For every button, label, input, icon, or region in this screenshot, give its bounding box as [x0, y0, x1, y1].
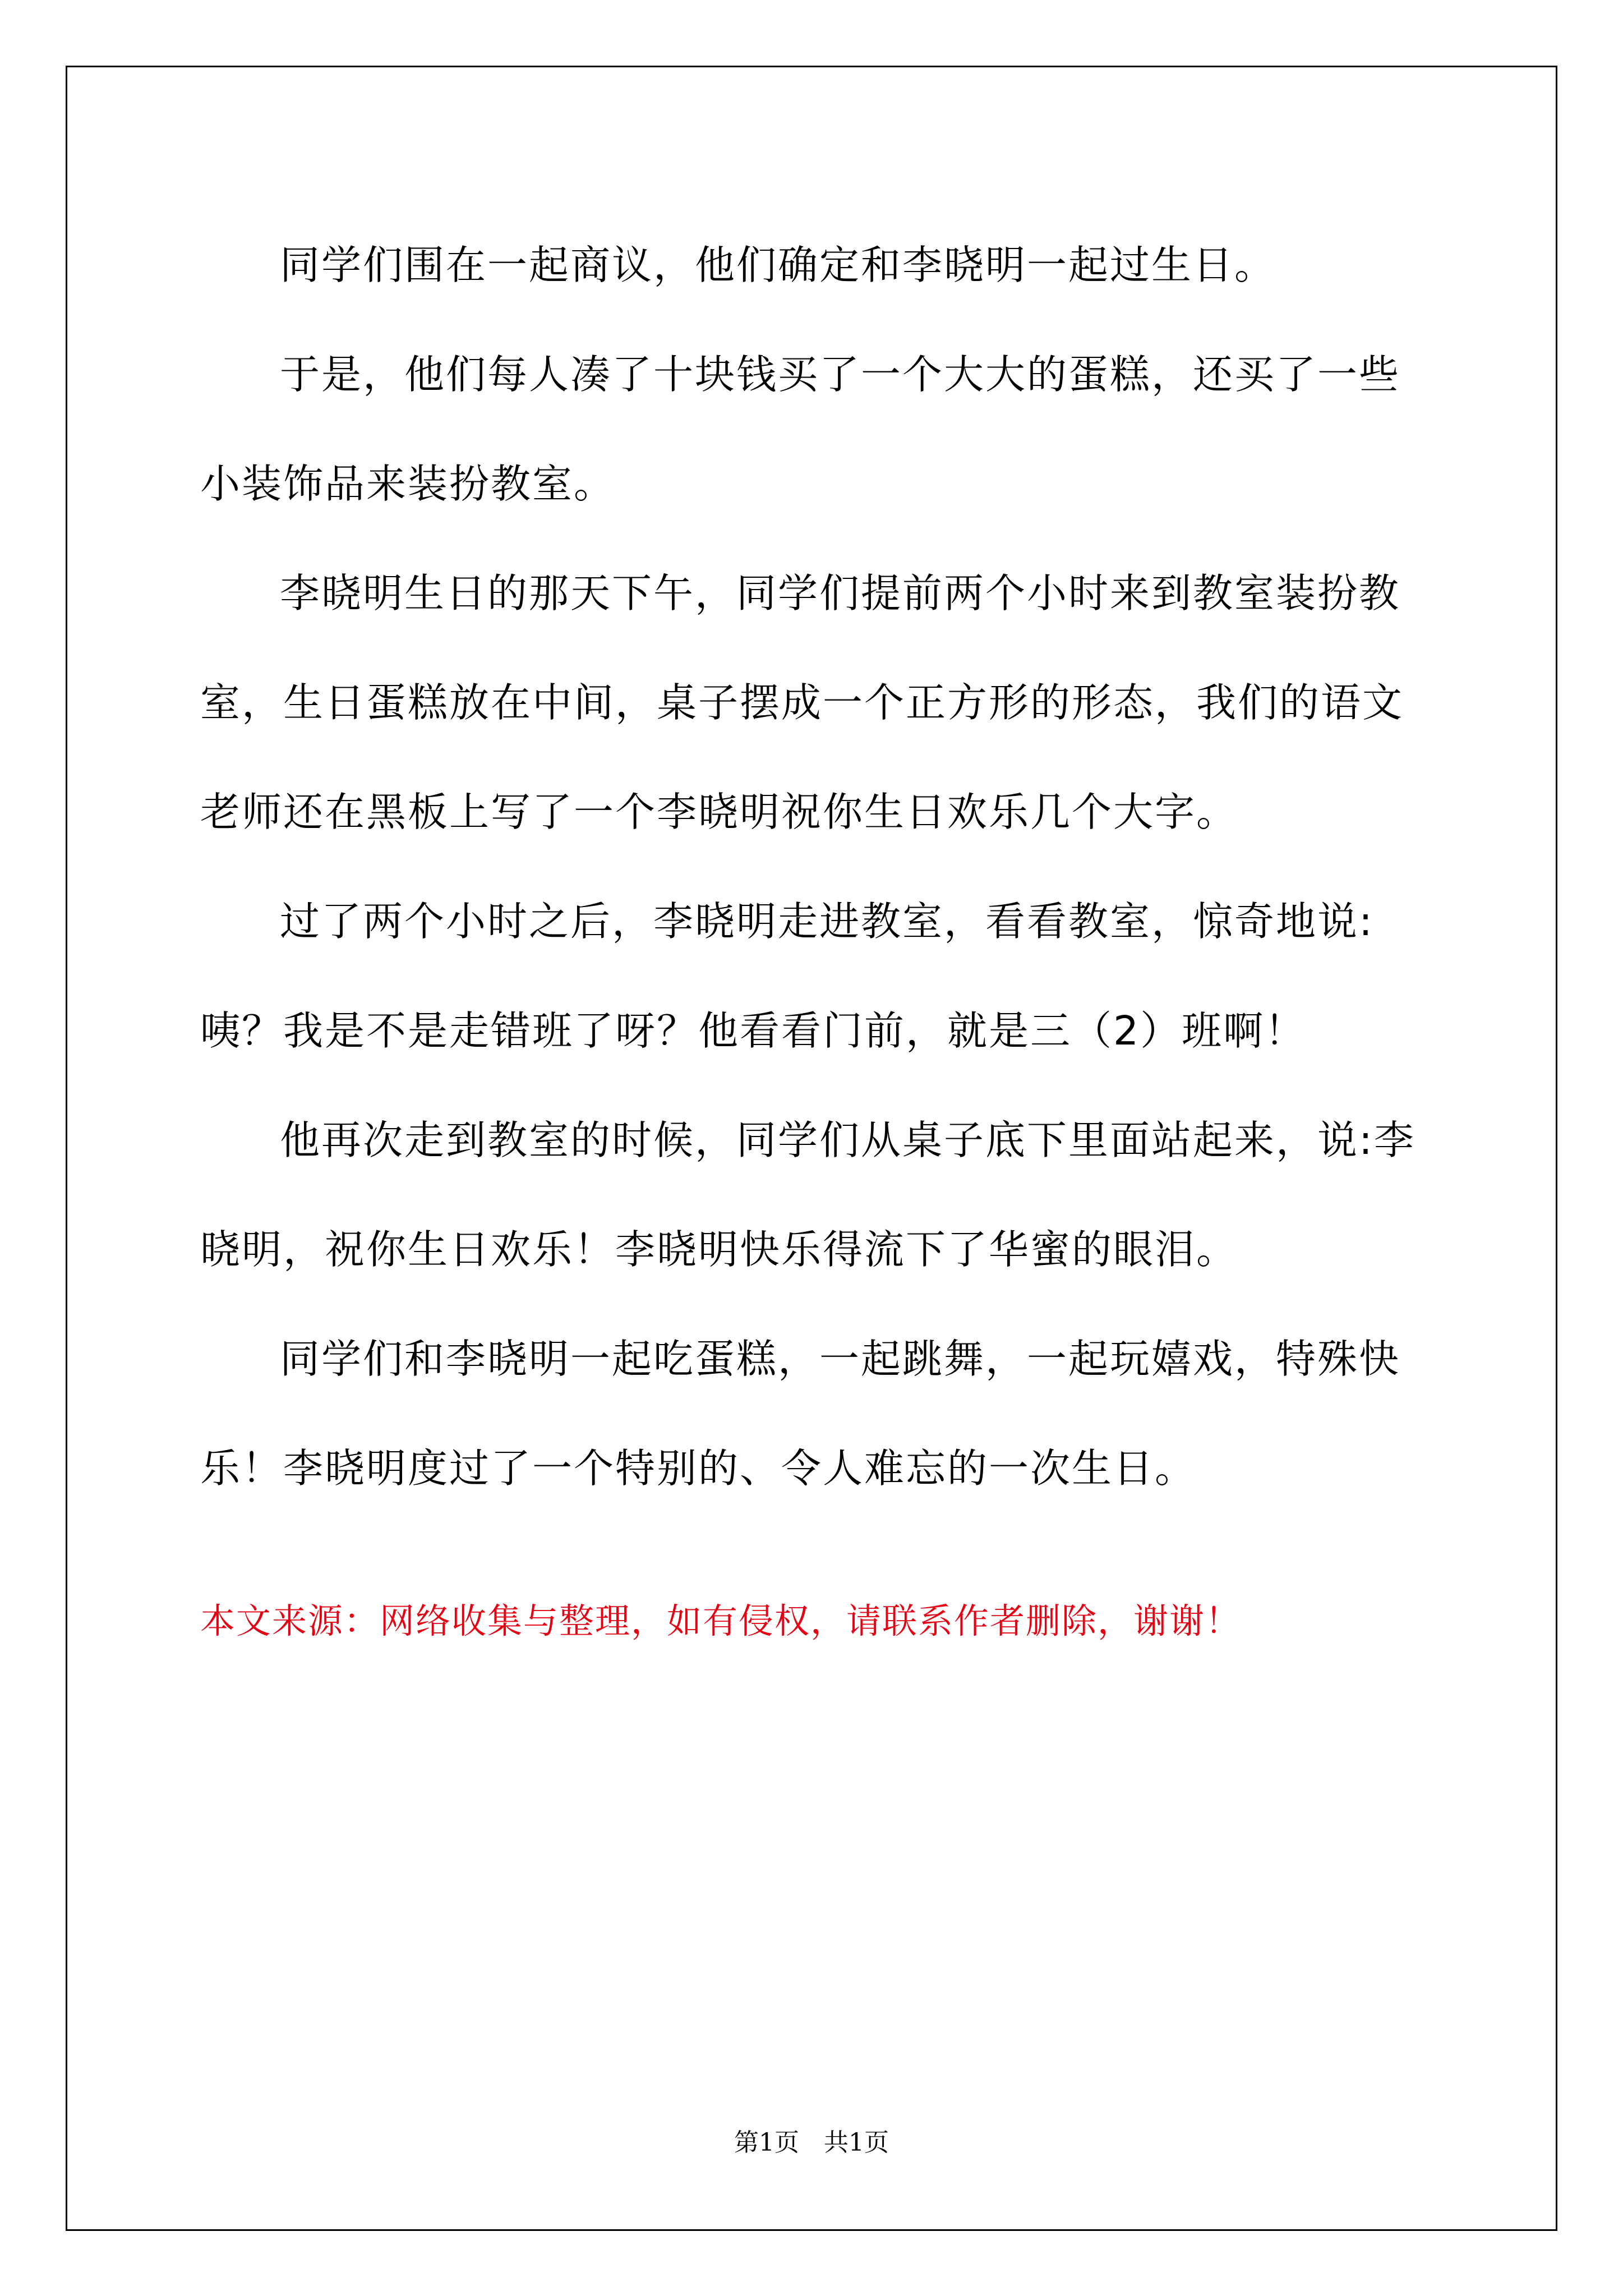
paragraph-5: 他再次走到教室的时候，同学们从桌子底下里面站起来，说:李晓明，祝你生日欢乐！李晓明快乐得流下了华蜜的眼泪。: [200, 1117, 1415, 1273]
page-footer: 第1页 共1页: [734, 2128, 889, 2157]
paragraph-2: 于是，他们每人凑了十块钱买了一个大大的蛋糕，还买了一些小装饰品来装扮教室。: [200, 351, 1401, 507]
document-body: [200, 210, 1428, 1523]
paragraph-4: 过了两个小时之后，李晓明走进教室，看看教室，惊奇地说:咦？我是不是走错班了呀？他看看门前，就是三（2）班啊！: [200, 898, 1374, 1054]
source-note: 本文来源：网络收集与整理，如有侵权，请联系作者删除，谢谢！: [200, 1600, 1242, 1641]
paragraph-3: 李晓明生日的那天下午，同学们提前两个小时来到教室装扮教室，生日蛋糕放在中间，桌子摆成一个正方形的形态，我们的语文老师还在黑板上写了一个李晓明祝你生日欢乐几个大字。: [200, 570, 1404, 835]
paragraph-6: 同学们和李晓明一起吃蛋糕，一起跳舞，一起玩嬉戏，特殊快乐！李晓明度过了一个特别的、令人难忘的一次生日。: [200, 1336, 1401, 1492]
paragraph-1: 同学们围在一起商议，他们确定和李晓明一起过生日。: [280, 242, 1276, 288]
